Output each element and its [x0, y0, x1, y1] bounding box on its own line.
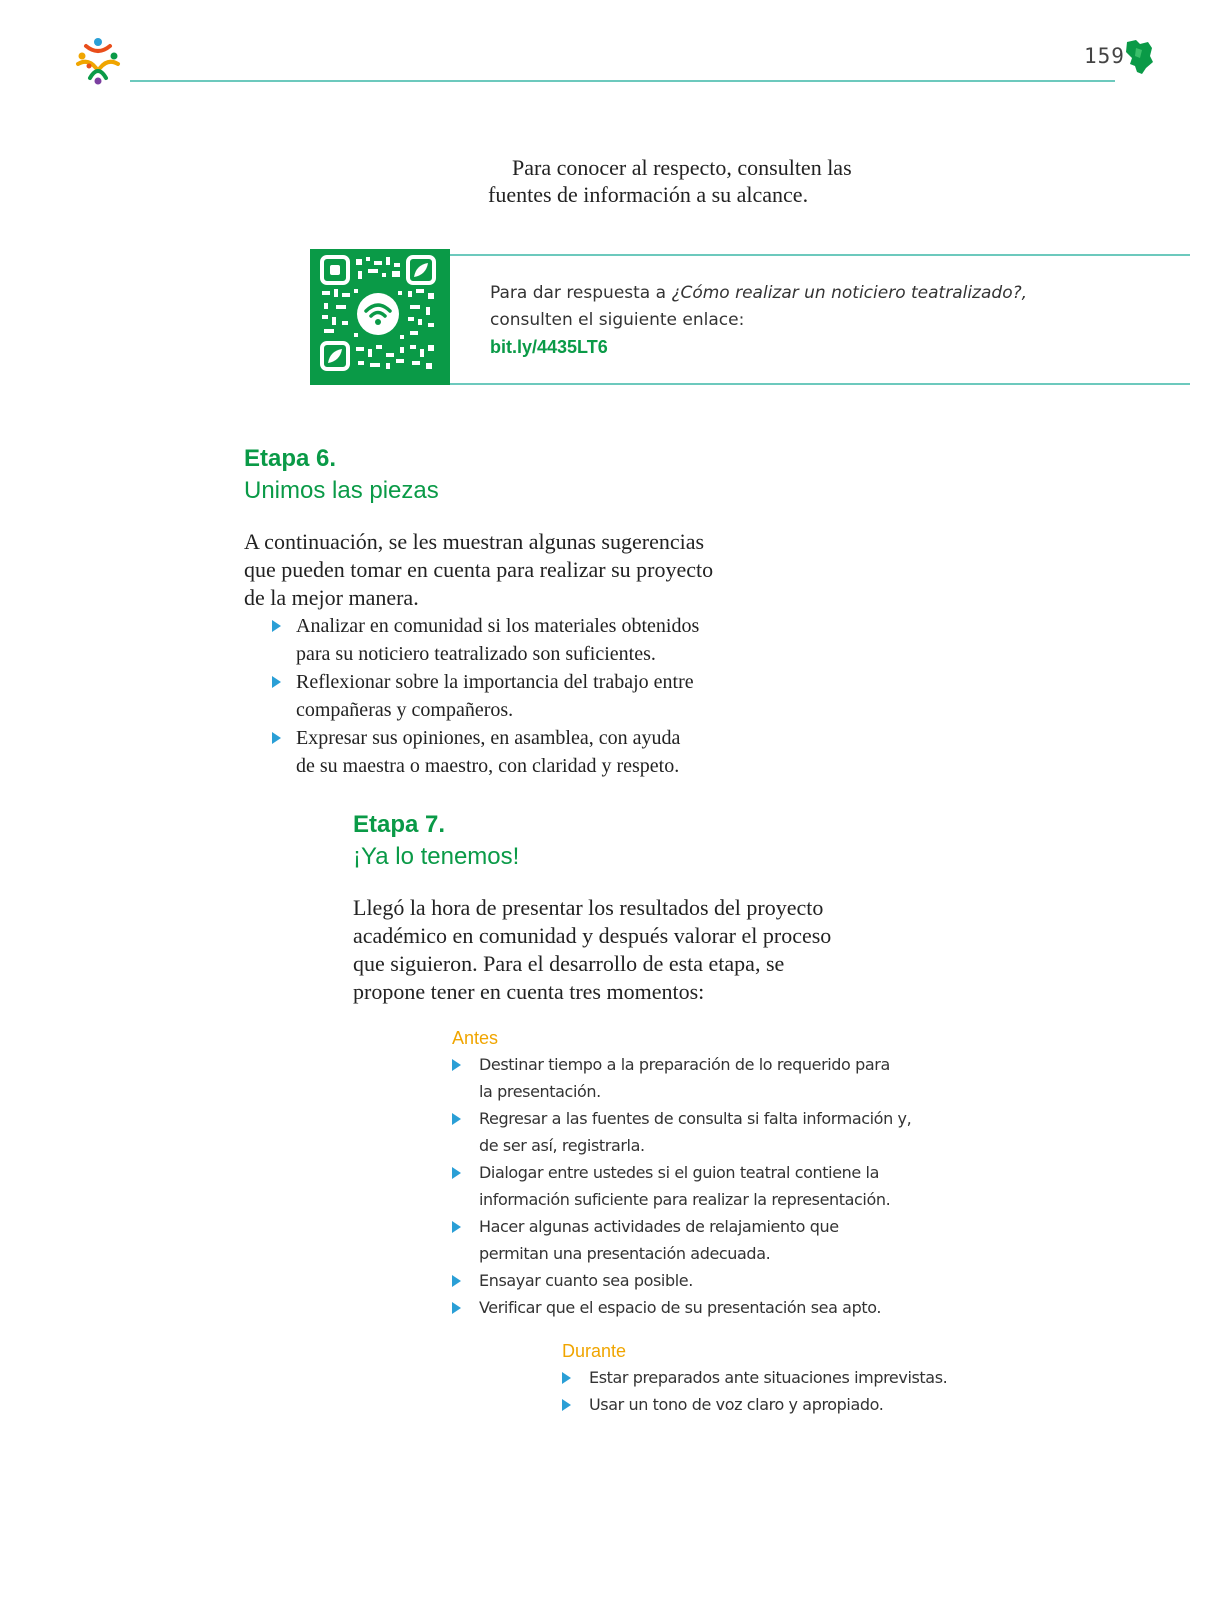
bullet-arrow-icon	[452, 1059, 461, 1071]
qr-link[interactable]: bit.ly/4435LT6	[490, 337, 608, 357]
qr-text-prefix: Para dar respuesta a	[490, 283, 672, 303]
list-item-line: Estar preparados ante situaciones imprevistas.	[589, 1368, 948, 1387]
qr-panel-bottom-rule	[450, 383, 1190, 385]
list-item-line: información suficiente para realizar la representación.	[479, 1190, 891, 1209]
stage6-bullets	[272, 612, 752, 780]
list-item-line: Analizar en comunidad si los materiales obtenidos	[296, 615, 700, 637]
bullet-arrow-icon	[452, 1167, 461, 1179]
stage7-body-line: Llegó la hora de presentar los resultados del proyecto	[353, 895, 824, 920]
page-number: 159	[1084, 44, 1125, 68]
list-item	[452, 1294, 922, 1321]
qr-panel-top-rule	[450, 254, 1190, 256]
intro-paragraph	[488, 154, 908, 208]
bullet-arrow-icon	[272, 620, 281, 632]
list-item	[452, 1159, 922, 1213]
intro-line: Para conocer al respecto, consulten las	[512, 155, 852, 180]
list-item-line: Dialogar entre ustedes si el guion teatral contiene la	[479, 1163, 879, 1182]
durante-section	[562, 1338, 982, 1418]
intro-line: fuentes de información a su alcance.	[488, 182, 809, 207]
bullet-arrow-icon	[562, 1372, 571, 1384]
list-item-line: Ensayar cuanto sea posible.	[479, 1271, 693, 1290]
bullet-arrow-icon	[452, 1275, 461, 1287]
list-item-line: Expresar sus opiniones, en asamblea, con ayuda	[296, 727, 681, 749]
bullet-arrow-icon	[562, 1399, 571, 1411]
list-item	[562, 1391, 982, 1418]
list-item	[272, 612, 752, 668]
stage6-heading	[244, 443, 439, 507]
stage7-title: Etapa 7.	[353, 811, 446, 838]
stage7-body-line: que siguieron. Para el desarrollo de esta etapa, se	[353, 951, 785, 976]
stage7-body	[353, 894, 873, 1006]
list-item	[452, 1105, 922, 1159]
list-item	[452, 1213, 922, 1267]
list-item-line: compañeras y compañeros.	[296, 699, 514, 721]
list-item-line: de ser así, registrarla.	[479, 1136, 645, 1155]
antes-list	[452, 1051, 922, 1321]
stage6-body-line: que pueden tomar en cuenta para realizar su proyecto	[244, 557, 714, 582]
list-item	[452, 1267, 922, 1294]
stage7-body-line: académico en comunidad y después valorar el proceso	[353, 923, 832, 948]
bullet-arrow-icon	[272, 676, 281, 688]
durante-list	[562, 1364, 982, 1418]
bullet-arrow-icon	[452, 1221, 461, 1233]
qr-question: ¿Cómo realizar un noticiero teatralizado?,	[671, 283, 1028, 303]
qr-panel-text	[490, 280, 1090, 361]
stage7-heading	[353, 809, 519, 873]
list-item-line: Regresar a las fuentes de consulta si falta información y,	[479, 1109, 912, 1128]
bullet-arrow-icon	[272, 732, 281, 744]
header-rule	[130, 80, 1115, 82]
stage6-body-line: de la mejor manera.	[244, 585, 419, 610]
bullet-arrow-icon	[452, 1113, 461, 1125]
stage6-subtitle: Unimos las piezas	[244, 477, 439, 504]
qr-text-suffix: consulten el siguiente enlace:	[490, 310, 745, 330]
qr-code-icon	[310, 249, 450, 385]
list-item	[452, 1051, 922, 1105]
antes-section	[452, 1025, 922, 1321]
stage7-body-line: propone tener en cuenta tres momentos:	[353, 979, 705, 1004]
list-item-line: permitan una presentación adecuada.	[479, 1244, 771, 1263]
list-item-line: Reflexionar sobre la importancia del trabajo entre	[296, 671, 694, 693]
list-item-line: Usar un tono de voz claro y apropiado.	[589, 1395, 884, 1414]
list-item	[272, 724, 752, 780]
antes-title: Antes	[452, 1028, 499, 1048]
list-item-line: para su noticiero teatralizado son suficientes.	[296, 643, 656, 665]
bullet-arrow-icon	[452, 1302, 461, 1314]
list-item-line: Hacer algunas actividades de relajamiento que	[479, 1217, 839, 1236]
list-item	[562, 1364, 982, 1391]
stage7-subtitle: ¡Ya lo tenemos!	[353, 843, 520, 870]
list-item-line: de su maestra o maestro, con claridad y respeto.	[296, 755, 680, 777]
durante-title: Durante	[562, 1341, 627, 1361]
list-item-line: Verificar que el espacio de su presentación sea apto.	[479, 1298, 882, 1317]
book-logo-icon	[72, 34, 124, 86]
stage6-body-line: A continuación, se les muestran algunas sugerencias	[244, 529, 705, 554]
qr-code[interactable]	[310, 249, 450, 385]
list-item-line: Destinar tiempo a la preparación de lo requerido para	[479, 1055, 890, 1074]
list-item	[272, 668, 752, 724]
stage6-title: Etapa 6.	[244, 445, 337, 472]
list-item-line: la presentación.	[479, 1082, 601, 1101]
stage6-body	[244, 528, 764, 612]
region-map-icon	[1122, 38, 1156, 76]
